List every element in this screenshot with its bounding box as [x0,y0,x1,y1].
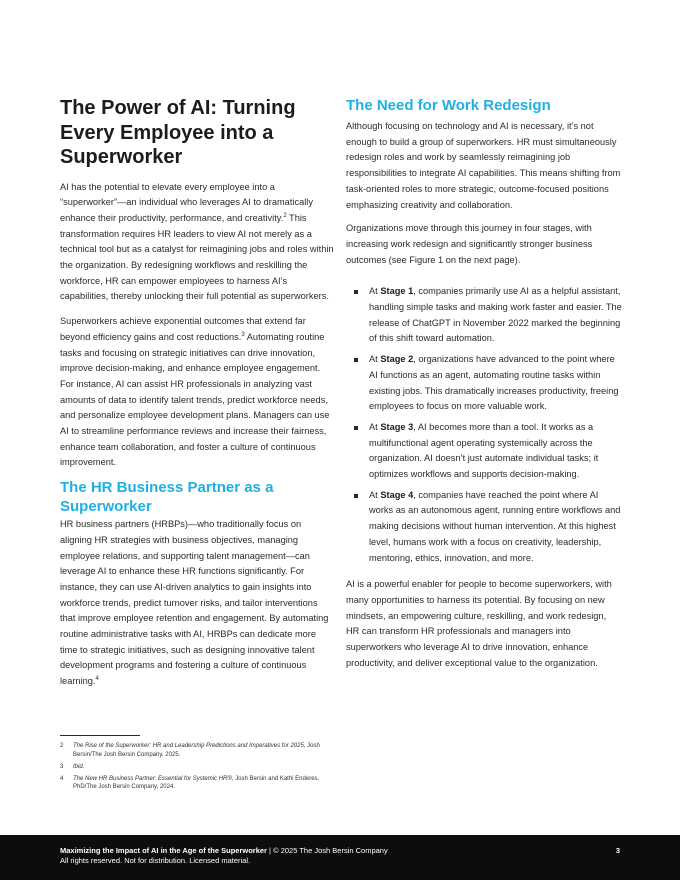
stage-prefix: At [369,354,381,365]
hrbp-text: HR business partners (HRBPs)—who traditionally focus on aligning HR strategies with business objectives, managing employee relations, and supporting talent management—can leverage AI to enhance these HR functions significantly. For instance, they can use AI-driven analytics to gain insights into workforce trends, predict turnover risks, and tailor interventions that improve employee retention and engagement. By automating routine administrative tasks with AI, HRBPs can dedicate more time to strategic initiatives, such as designing innovative talent development programs and fostering a culture of continuous learning. [60,519,329,687]
left-column [60,96,335,690]
footnote-title: The Rise of the Superworker: HR and Leadership Predictions and Imperatives for 2025 [73,743,304,749]
bullet-icon [354,290,358,294]
footnote-4 [60,775,340,792]
superworkers-paragraph [60,314,335,471]
footnote-number: 4 [60,775,64,782]
intro-text: AI has the potential to elevate every employee into a “superworker”—an individual who leverages AI to dramatically enhance their productivity, performance, and creativity. [60,181,313,223]
stages-list [346,284,622,566]
bullet-icon [354,426,358,430]
stage-label: Stage 4 [380,489,414,500]
work-redesign-paragraph: Although focusing on technology and AI is necessary, it’s not enough to build a group of superworkers. HR must simultaneously redesign roles and work by seamlessly reimagining job responsibilities to integrate AI capabilities. This means shifting from task-oriented roles to more strategic, outcome-focused positions emphasizing creativity and collaboration. [346,121,621,210]
footnote-ref-4[interactable]: 4 [95,676,99,683]
stage-text: , companies have reached the point where AI works as an autonomous agent, running entire workflows and making decisions without human intervention. At this highest level, humans work with a focus on creativity, leadership, mentoring, ethics, innovation, and more. [369,489,621,563]
footnote-2 [60,742,340,759]
footnote-title: The New HR Business Partner: Essential for Systemic HR® [73,775,232,782]
footer-separator: | [266,846,274,855]
footnote-ref-3[interactable]: 3 [241,331,245,338]
list-item [346,352,622,415]
footnote-number: 3 [60,763,64,770]
footnote-source: , Josh Bersin and Kathi Enderes, PhD/The Josh Bersin Company, 2024. [73,775,320,791]
stage-label: Stage 1 [380,286,414,297]
intro-text-cont: This transformation requires HR leaders to view AI not merely as a technical tool but as a catalyst for reimagining jobs and roles within the organization. By redesigning workflows and reskilling the workforce, HR can empower employees to harness AI’s capabilities, thereby unlocking their full potential as superworkers. [60,212,334,302]
footer-doc-title: Maximizing the Impact of AI in the Age of the Superworker [60,846,267,855]
footnote-ref-2[interactable]: 2 [283,212,287,219]
stage-text: , companies primarily use AI as a helpful assistant, handling simple tasks and making work faster and easier. The release of ChatGPT in November 2022 marked the beginning of this shift toward automation. [369,286,622,344]
work-redesign-heading: The Need for Work Redesign [346,97,551,114]
bullet-icon [354,494,358,498]
stage-label: Stage 2 [380,354,414,365]
footnote-title: Ibid. [73,763,85,770]
page-title: The Power of AI: Turning Every Employee into a Superworker [60,97,296,168]
footer-title-line [60,846,388,856]
right-column [346,96,622,672]
stage-text: , AI becomes more than a tool. It works as a multifunctional agent operating systemically across the organization. AI doesn’t just automate individual tasks; it optimizes workflows and supports decision-making. [369,421,599,480]
footer-copyright: © 2025 The Josh Bersin Company [273,846,388,855]
list-item [346,420,622,483]
list-item [346,488,622,567]
footer-rights: All rights reserved. Not for distribution. Licensed material. [60,856,251,865]
hrbp-heading: The HR Business Partner as a Superworker [60,479,274,516]
superworkers-text: Superworkers achieve exponential outcomes that extend far beyond efficiency gains and cost reductions. [60,316,306,342]
footnote-number: 2 [60,743,64,749]
stage-prefix: At [369,421,381,432]
bullet-icon [354,358,358,362]
superworkers-text-cont: Automating routine tasks and focusing on strategic initiatives can drive innovation, improve decision-making, and enhance employee engagement. For instance, AI can assist HR professionals in analyzing vast amounts of data to identify talent trends, predict workforce needs, and personalize employee development plans. Managers can use AI to streamline performance reviews and increase their fairness, enhance team collaboration, and foster a culture of continuous improvement. [60,331,330,468]
stage-label: Stage 3 [380,421,414,432]
intro-paragraph [60,180,335,306]
hrbp-paragraph [60,517,335,690]
stage-prefix: At [369,286,381,297]
footnote-3 [60,763,340,772]
stages-intro-paragraph: Organizations move through this journey in four stages, with increasing work redesign and significantly stronger business outcomes (see Figure 1 on the next page). [346,223,593,265]
stage-text: , organizations have advanced to the point where AI functions as an agent, automating routine tasks within existing jobs. This dramatically increases productivity, freeing employees to focus on more valuable work. [369,354,619,412]
closing-paragraph: AI is a powerful enabler for people to become superworkers, with many opportunities to harness its potential. By focusing on new mindsets, an empowering culture, reskilling, and work redesign, HR can transform HR professionals and managers into superworkers who leverage AI to drive innovation, enhance productivity, and deliver exceptional value to the organization. [346,579,612,668]
footnote-divider [60,735,140,736]
footnote-source: , Josh Bersin/The Josh Bersin Company, 2025. [73,743,320,758]
footnotes [60,742,340,795]
page-footer [0,835,680,880]
list-item [346,284,622,347]
stage-prefix: At [369,489,381,500]
page-number: 3 [615,846,620,855]
